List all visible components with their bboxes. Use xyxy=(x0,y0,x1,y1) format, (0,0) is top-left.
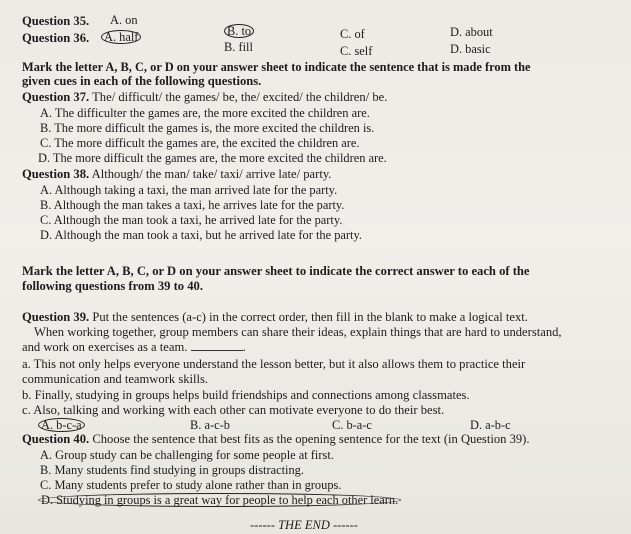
q35-option-b-text: B. to xyxy=(224,24,254,38)
q39-sentence-c: c. Also, talking and working with each other can motivate everyone to do their best. xyxy=(22,403,445,417)
footer-text: THE END xyxy=(278,518,330,532)
q36-option-b[interactable]: B. fill xyxy=(224,40,253,54)
q37-option-d[interactable]: D. The more difficult the games are, the more excited the children are. xyxy=(38,151,387,165)
q39-option-c[interactable]: C. b-a-c xyxy=(332,418,372,432)
q39-sentence-b: b. Finally, studying in groups helps build friendships and connections among classmates. xyxy=(22,388,470,402)
q39-sentence-a-line-1: a. This not only helps everyone understand the lesson better, but it also allows them to practice their xyxy=(22,357,526,371)
q36-option-c[interactable]: C. self xyxy=(340,44,373,58)
q39-prompt: Put the sentences (a-c) in the correct order, then fill in the blank to make a logical text. xyxy=(92,310,528,324)
q40-option-b[interactable]: B. Many students find studying in groups distracting. xyxy=(40,463,304,477)
q40-stem xyxy=(22,432,530,446)
q39-sentence-a-line-2: communication and teamwork skills. xyxy=(22,372,209,386)
q37-label: Question 37. xyxy=(22,90,90,104)
q39-paragraph-text: and work on exercises as a team. xyxy=(22,340,188,354)
q39-option-a[interactable] xyxy=(38,418,85,432)
q38-cue: Although/ the man/ take/ taxi/ arrive late/ party. xyxy=(91,167,332,181)
q35-option-a[interactable]: A. on xyxy=(110,13,138,27)
q39-option-a-text: A. b-c-a xyxy=(38,418,85,432)
instruction-2-line-1: Mark the letter A, B, C, or D on your answer sheet to indicate the correct answer to each of the xyxy=(22,264,530,278)
q35-option-c[interactable]: C. of xyxy=(340,27,365,41)
q40-option-a[interactable]: A. Group study can be challenging for some people at first. xyxy=(40,448,334,462)
q38-option-c[interactable]: C. Although the man took a taxi, he arrived late for the party. xyxy=(40,213,343,227)
q38-option-a[interactable]: A. Although taking a taxi, the man arrived late for the party. xyxy=(40,183,338,197)
q37-stem xyxy=(22,90,387,104)
q39-blank xyxy=(191,340,243,351)
q38-stem xyxy=(22,167,331,181)
q37-option-a[interactable]: A. The difficulter the games are, the more excited the children are. xyxy=(40,106,370,120)
footer-rule-left: ------ xyxy=(250,518,279,532)
q37-cue: The/ difficult/ the games/ be, the/ excited/ the children/ be. xyxy=(92,90,388,104)
q40-option-d-text: D. Studying in groups is a great way for people to help each other learn. xyxy=(38,493,401,507)
q36-option-d[interactable]: D. basic xyxy=(450,42,491,56)
q36-option-a-text: A. half xyxy=(101,30,141,44)
q39-stem xyxy=(22,310,528,324)
q39-label: Question 39. xyxy=(22,310,90,324)
q37-option-b[interactable]: B. The more difficult the games is, the more excited the children is. xyxy=(40,121,375,135)
q39-option-d[interactable]: D. a-b-c xyxy=(470,418,511,432)
q39-paragraph-line-2 xyxy=(22,340,246,354)
q35-option-b[interactable] xyxy=(224,24,254,38)
q35-option-d[interactable]: D. about xyxy=(450,25,493,39)
q38-label: Question 38. xyxy=(22,167,90,181)
q36-option-a[interactable] xyxy=(101,30,141,44)
q38-option-d[interactable]: D. Although the man took a taxi, but he arrived late for the party. xyxy=(40,228,362,242)
q39-paragraph-line-1: When working together, group members can share their ideas, explain things that are hard to understand, xyxy=(34,325,562,339)
footer-the-end xyxy=(250,518,358,533)
q39-option-b[interactable]: B. a-c-b xyxy=(190,418,230,432)
footer-rule-right: ------ xyxy=(329,518,358,532)
instruction-1-line-1: Mark the letter A, B, C, or D on your answer sheet to indicate the sentence that is made from the xyxy=(22,60,531,74)
q40-option-c[interactable]: C. Many students prefer to study alone rather than in groups. xyxy=(40,478,342,492)
instruction-1-line-2: given cues in each of the following questions. xyxy=(22,74,262,88)
q35-label: Question 35. xyxy=(22,14,90,28)
q40-label: Question 40. xyxy=(22,432,90,446)
q40-prompt: Choose the sentence that best fits as the opening sentence for the text (in Question 39). xyxy=(92,432,530,446)
q37-option-c[interactable]: C. The more difficult the games are, the excited the children are. xyxy=(40,136,360,150)
q36-label: Question 36. xyxy=(22,31,90,45)
instruction-2-line-2: following questions from 39 to 40. xyxy=(22,279,203,293)
q39-paragraph-end: . xyxy=(242,340,246,354)
q40-option-d[interactable] xyxy=(38,493,401,507)
q38-option-b[interactable]: B. Although the man takes a taxi, he arrives late for the party. xyxy=(40,198,345,212)
